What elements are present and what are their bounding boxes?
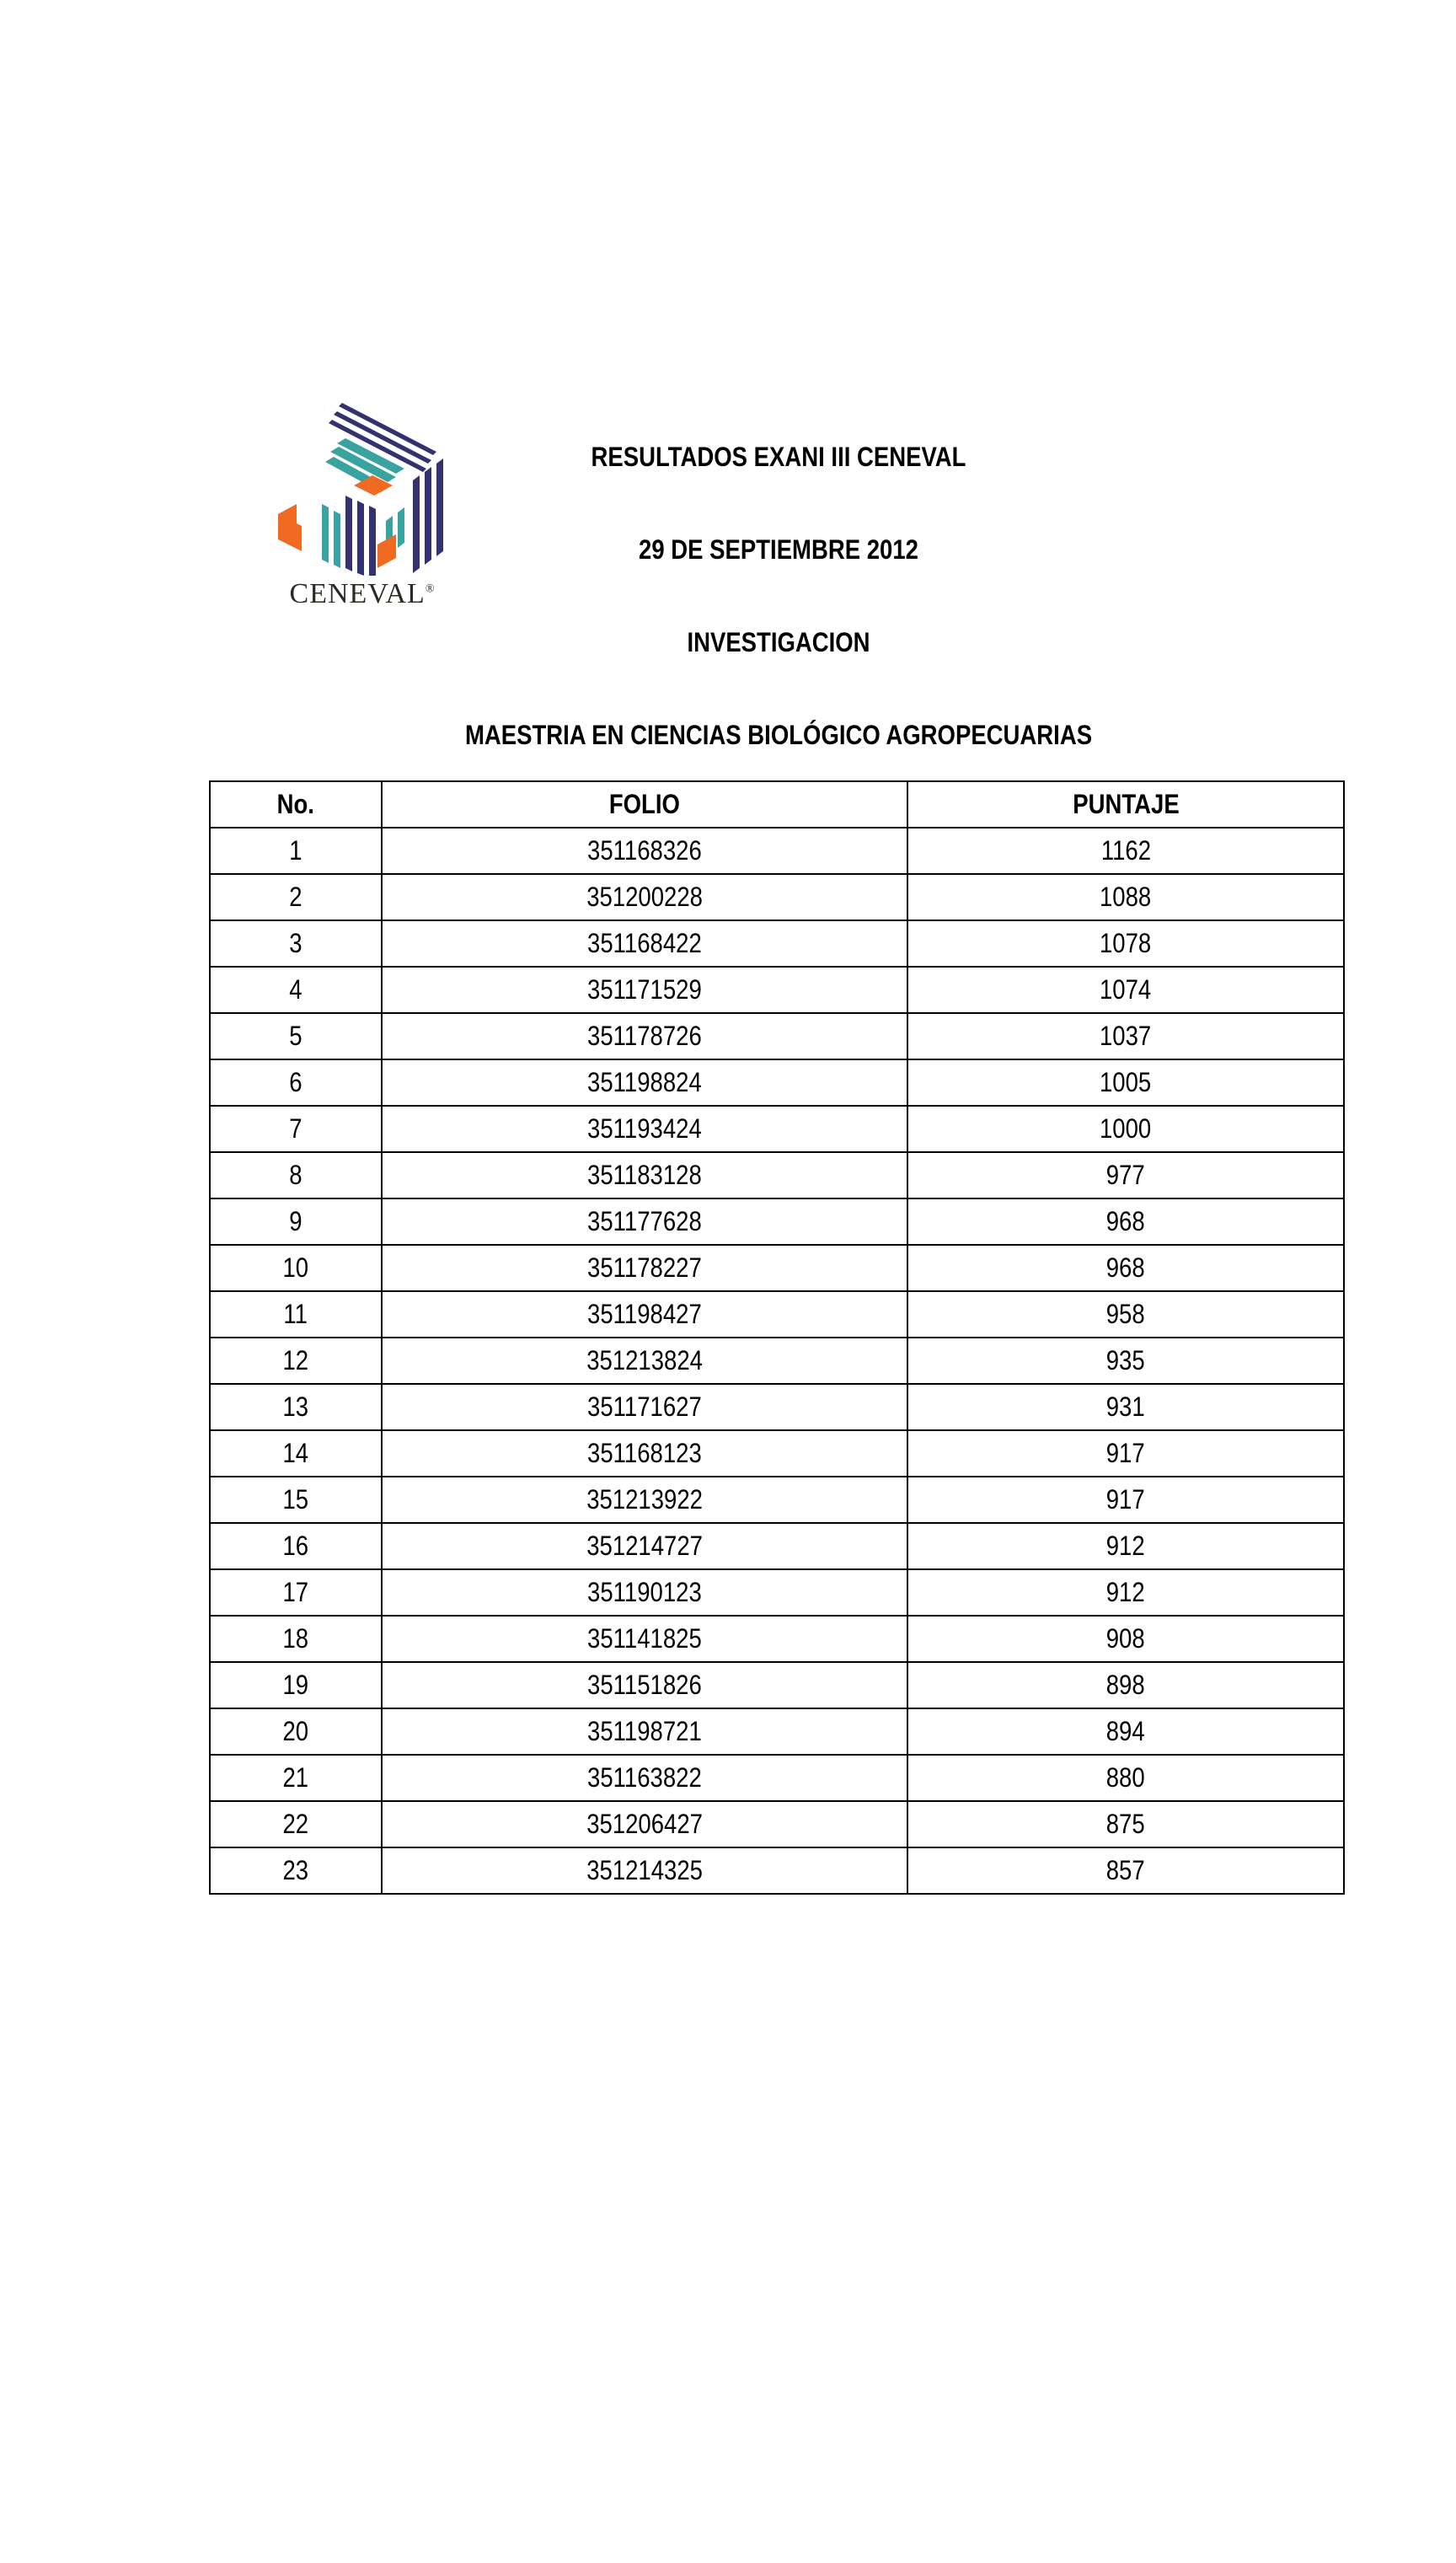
document-title: RESULTADOS EXANI III CENEVAL [591, 442, 966, 472]
table-row [210, 1755, 1344, 1801]
table-row [210, 1708, 1344, 1755]
cell-folio: 351168422 [382, 920, 907, 967]
cell-no: 23 [210, 1847, 382, 1894]
cell-puntaje: 898 [907, 1662, 1344, 1708]
cell-folio: 351213922 [382, 1477, 907, 1523]
table-row [210, 1013, 1344, 1059]
table-header-row [210, 781, 1344, 828]
table-row [210, 1662, 1344, 1708]
cell-folio: 351214727 [382, 1523, 907, 1569]
cell-no: 20 [210, 1708, 382, 1755]
cell-folio: 351177628 [382, 1198, 907, 1245]
table-row [210, 1569, 1344, 1616]
cell-puntaje: 958 [907, 1291, 1344, 1338]
cell-folio: 351171627 [382, 1384, 907, 1430]
logo-wordmark [278, 578, 447, 610]
cell-folio: 351198824 [382, 1059, 907, 1106]
table-row [210, 1106, 1344, 1152]
cell-folio: 351198721 [382, 1708, 907, 1755]
cell-puntaje: 1000 [907, 1106, 1344, 1152]
cell-no: 6 [210, 1059, 382, 1106]
logo-wordmark-text: CENEVAL [289, 578, 426, 609]
table-row [210, 1847, 1344, 1894]
cell-no: 16 [210, 1523, 382, 1569]
cell-folio: 351163822 [382, 1755, 907, 1801]
cell-folio: 351178227 [382, 1245, 907, 1291]
cell-puntaje: 894 [907, 1708, 1344, 1755]
cell-folio: 351151826 [382, 1662, 907, 1708]
cell-no: 11 [210, 1291, 382, 1338]
cell-no: 9 [210, 1198, 382, 1245]
cell-folio: 351193424 [382, 1106, 907, 1152]
table-row [210, 1616, 1344, 1662]
cell-no: 19 [210, 1662, 382, 1708]
cell-folio: 351183128 [382, 1152, 907, 1198]
cell-puntaje: 1074 [907, 967, 1344, 1013]
cell-puntaje: 1005 [907, 1059, 1344, 1106]
cell-no: 22 [210, 1801, 382, 1847]
cell-no: 1 [210, 828, 382, 874]
cell-puntaje: 908 [907, 1616, 1344, 1662]
results-table [209, 780, 1345, 1895]
cell-no: 5 [210, 1013, 382, 1059]
cell-puntaje: 977 [907, 1152, 1344, 1198]
cell-no: 17 [210, 1569, 382, 1616]
table-row [210, 1152, 1344, 1198]
cell-no: 2 [210, 874, 382, 920]
column-header-folio: FOLIO [382, 781, 907, 828]
document-date: 29 DE SEPTIEMBRE 2012 [639, 534, 918, 565]
table-row [210, 1801, 1344, 1847]
cell-puntaje: 912 [907, 1569, 1344, 1616]
cell-puntaje: 880 [907, 1755, 1344, 1801]
cell-folio: 351141825 [382, 1616, 907, 1662]
column-header-puntaje: PUNTAJE [907, 781, 1344, 828]
cell-no: 14 [210, 1430, 382, 1477]
table-row [210, 1384, 1344, 1430]
cell-no: 3 [210, 920, 382, 967]
table-row [210, 874, 1344, 920]
cell-puntaje: 1037 [907, 1013, 1344, 1059]
cell-puntaje: 1078 [907, 920, 1344, 967]
cell-puntaje: 968 [907, 1198, 1344, 1245]
cell-folio: 351178726 [382, 1013, 907, 1059]
cell-puntaje: 968 [907, 1245, 1344, 1291]
cell-puntaje: 935 [907, 1338, 1344, 1384]
table-row [210, 1523, 1344, 1569]
cell-no: 4 [210, 967, 382, 1013]
cell-no: 7 [210, 1106, 382, 1152]
table-row [210, 967, 1344, 1013]
cell-no: 15 [210, 1477, 382, 1523]
cell-folio: 351206427 [382, 1801, 907, 1847]
cell-folio: 351213824 [382, 1338, 907, 1384]
cell-puntaje: 857 [907, 1847, 1344, 1894]
cell-folio: 351214325 [382, 1847, 907, 1894]
table-row [210, 1198, 1344, 1245]
cell-no: 18 [210, 1616, 382, 1662]
cell-puntaje: 1088 [907, 874, 1344, 920]
cell-no: 13 [210, 1384, 382, 1430]
cell-puntaje: 917 [907, 1430, 1344, 1477]
cell-folio: 351168326 [382, 828, 907, 874]
cell-folio: 351168123 [382, 1430, 907, 1477]
document-category: INVESTIGACION [687, 627, 870, 657]
cell-puntaje: 931 [907, 1384, 1344, 1430]
document-program: MAESTRIA EN CIENCIAS BIOLÓGICO AGROPECUARIAS [464, 720, 1093, 750]
cell-puntaje: 912 [907, 1523, 1344, 1569]
cell-puntaje: 1162 [907, 828, 1344, 874]
cell-puntaje: 875 [907, 1801, 1344, 1847]
cell-folio: 351200228 [382, 874, 907, 920]
cell-puntaje: 917 [907, 1477, 1344, 1523]
cell-no: 10 [210, 1245, 382, 1291]
table-row [210, 1477, 1344, 1523]
table-row [210, 1291, 1344, 1338]
cell-no: 8 [210, 1152, 382, 1198]
cell-no: 21 [210, 1755, 382, 1801]
table-row [210, 1430, 1344, 1477]
ceneval-logo [278, 403, 447, 622]
cell-folio: 351190123 [382, 1569, 907, 1616]
table-row [210, 1059, 1344, 1106]
table-row [210, 1245, 1344, 1291]
table-row [210, 828, 1344, 874]
column-header-no: No. [210, 781, 382, 828]
table-row [210, 920, 1344, 967]
cell-folio: 351171529 [382, 967, 907, 1013]
cell-no: 12 [210, 1338, 382, 1384]
table-row [210, 1338, 1344, 1384]
cell-folio: 351198427 [382, 1291, 907, 1338]
table-body [210, 828, 1344, 1894]
registered-mark: ® [425, 582, 436, 596]
